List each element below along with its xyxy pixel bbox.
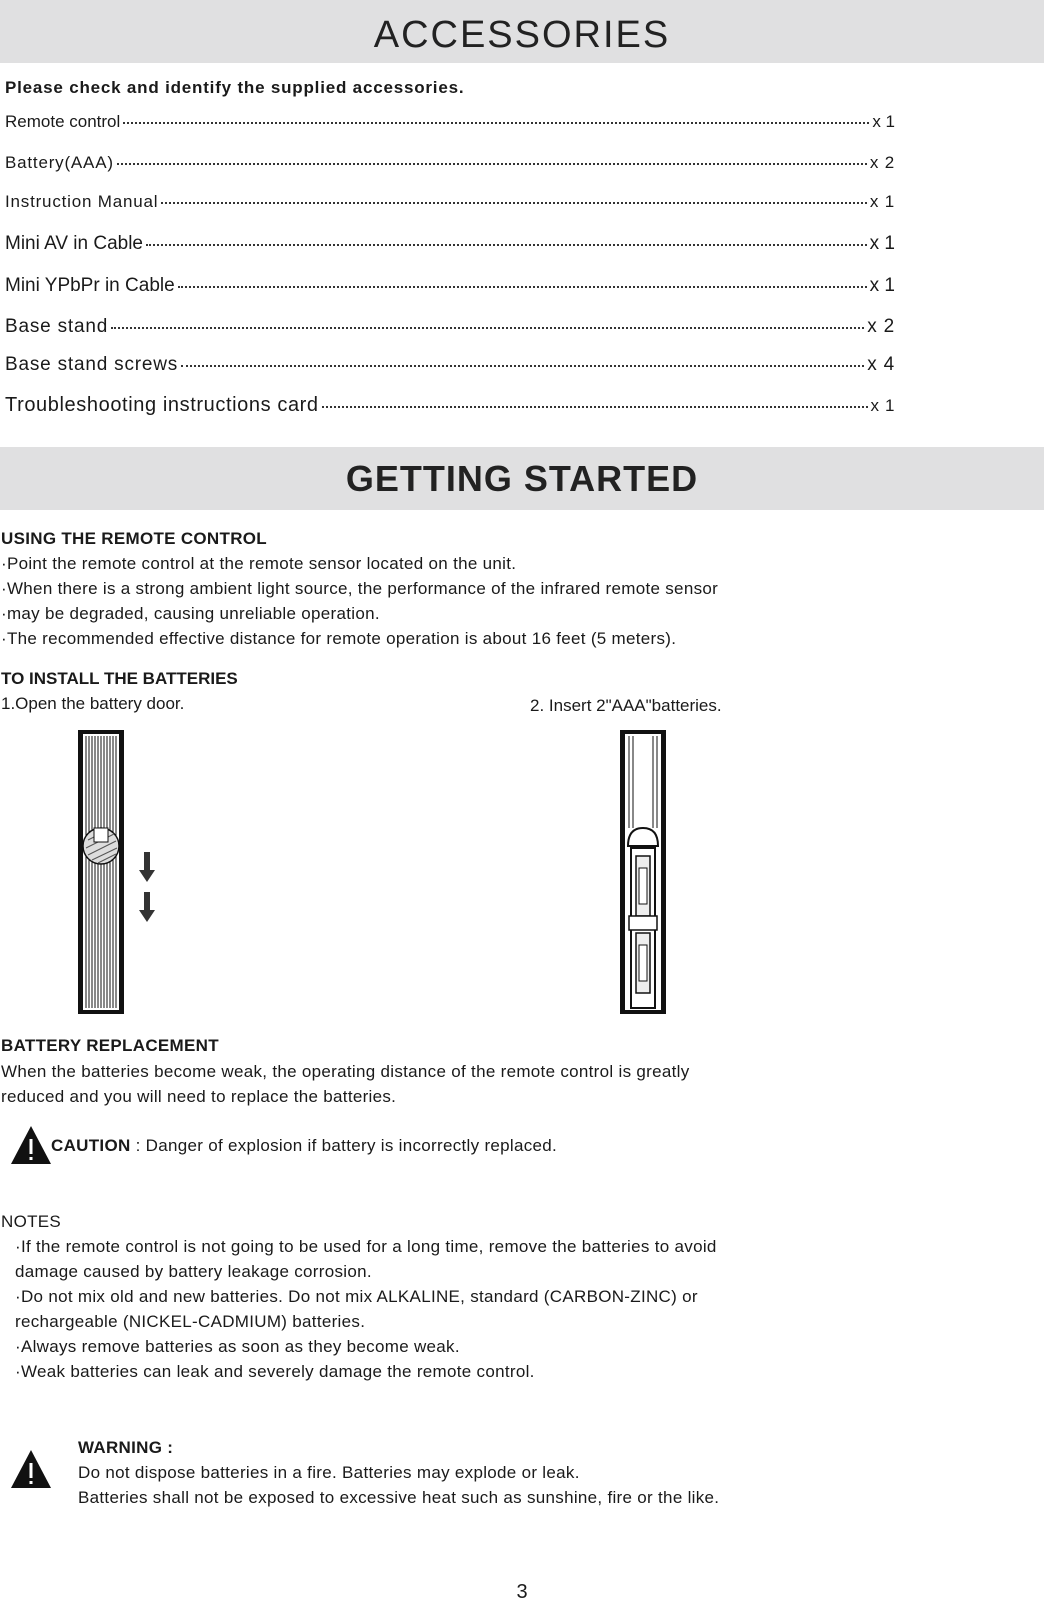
remote-line: ·may be degraded, causing unreliable operation. <box>1 604 380 623</box>
accessory-item <box>5 354 895 376</box>
notes-line: ·Do not mix old and new batteries. Do not mix ALKALINE, standard (CARBON-ZINC) or <box>15 1287 698 1306</box>
accessory-item <box>5 316 895 338</box>
accessory-qty: x 1 <box>872 112 895 131</box>
notes-line: ·Always remove batteries as soon as they become weak. <box>15 1337 460 1356</box>
accessory-item <box>5 192 895 212</box>
accessory-item <box>5 112 895 132</box>
accessory-item <box>5 275 895 297</box>
remote-open-door-illustration <box>70 728 170 1018</box>
accessory-name: Troubleshooting instructions card <box>5 394 319 416</box>
install-step-1: 1.Open the battery door. <box>1 694 185 713</box>
remote-line: ·The recommended effective distance for remote operation is about 16 feet (5 meters). <box>1 629 677 648</box>
notes-heading: NOTES <box>1 1212 62 1231</box>
accessory-item <box>5 394 895 417</box>
dot-leader <box>117 163 867 165</box>
accessory-name: Battery(AAA) <box>5 153 114 172</box>
accessory-qty: x 1 <box>869 275 895 296</box>
warning-triangle-icon <box>9 1448 53 1490</box>
warning-line: Batteries shall not be exposed to excessive heat such as sunshine, fire or the like. <box>78 1488 720 1507</box>
accessory-qty: x 1 <box>869 233 895 254</box>
accessory-qty: x 2 <box>867 316 895 337</box>
accessory-name: Base stand <box>5 316 109 337</box>
accessories-title: ACCESSORIES <box>373 14 671 56</box>
page-number: 3 <box>516 1581 528 1603</box>
getting-started-title: GETTING STARTED <box>345 458 699 499</box>
replacement-line: reduced and you will need to replace the batteries. <box>1 1087 397 1106</box>
accessory-name: Base stand screws <box>5 354 179 375</box>
notes-line: ·If the remote control is not going to be used for a long time, remove the batteries to avoid <box>15 1237 717 1256</box>
notes-line: rechargeable (NICKEL-CADMIUM) batteries. <box>15 1312 366 1331</box>
dot-leader <box>123 122 869 124</box>
remote-line: ·When there is a strong ambient light source, the performance of the infrared remote sensor <box>1 579 719 598</box>
dot-leader <box>146 244 867 246</box>
caution-triangle-icon <box>9 1124 53 1166</box>
remote-line: ·Point the remote control at the remote sensor located on the unit. <box>1 554 517 573</box>
notes-line: ·Weak batteries can leak and severely damage the remote control. <box>15 1362 535 1381</box>
dot-leader <box>322 406 868 408</box>
accessory-name: Mini AV in Cable <box>5 233 143 254</box>
accessory-qty: x 1 <box>870 396 895 415</box>
replacement-line: When the batteries become weak, the operating distance of the remote control is greatly <box>1 1062 690 1081</box>
accessory-item <box>5 153 895 173</box>
caution-notice <box>51 1136 557 1156</box>
accessory-qty: x 1 <box>869 192 895 211</box>
dot-leader <box>111 327 864 329</box>
install-heading: TO INSTALL THE BATTERIES <box>1 669 238 688</box>
caution-label: CAUTION <box>51 1136 131 1155</box>
dot-leader <box>161 202 867 204</box>
accessory-name: Instruction Manual <box>5 192 159 211</box>
warning-line: Do not dispose batteries in a fire. Batteries may explode or leak. <box>78 1463 580 1482</box>
warning-heading: WARNING : <box>78 1438 174 1457</box>
accessories-intro: Please check and identify the supplied accessories. <box>5 78 465 97</box>
remote-insert-batteries-illustration <box>612 728 672 1018</box>
install-step-2: 2. Insert 2"AAA"batteries. <box>530 696 722 715</box>
accessory-qty: x 2 <box>869 153 895 172</box>
caution-text: : Danger of explosion if battery is incorrectly replaced. <box>130 1136 558 1155</box>
accessory-name: Mini YPbPr in Cable <box>5 275 175 296</box>
notes-line: damage caused by battery leakage corrosion. <box>15 1262 372 1281</box>
accessory-item <box>5 233 895 255</box>
remote-heading: USING THE REMOTE CONTROL <box>1 529 267 548</box>
dot-leader <box>181 365 864 367</box>
replacement-heading: BATTERY REPLACEMENT <box>1 1036 219 1055</box>
dot-leader <box>178 286 867 288</box>
accessory-qty: x 4 <box>867 354 895 375</box>
accessory-name: Remote control <box>5 112 121 131</box>
